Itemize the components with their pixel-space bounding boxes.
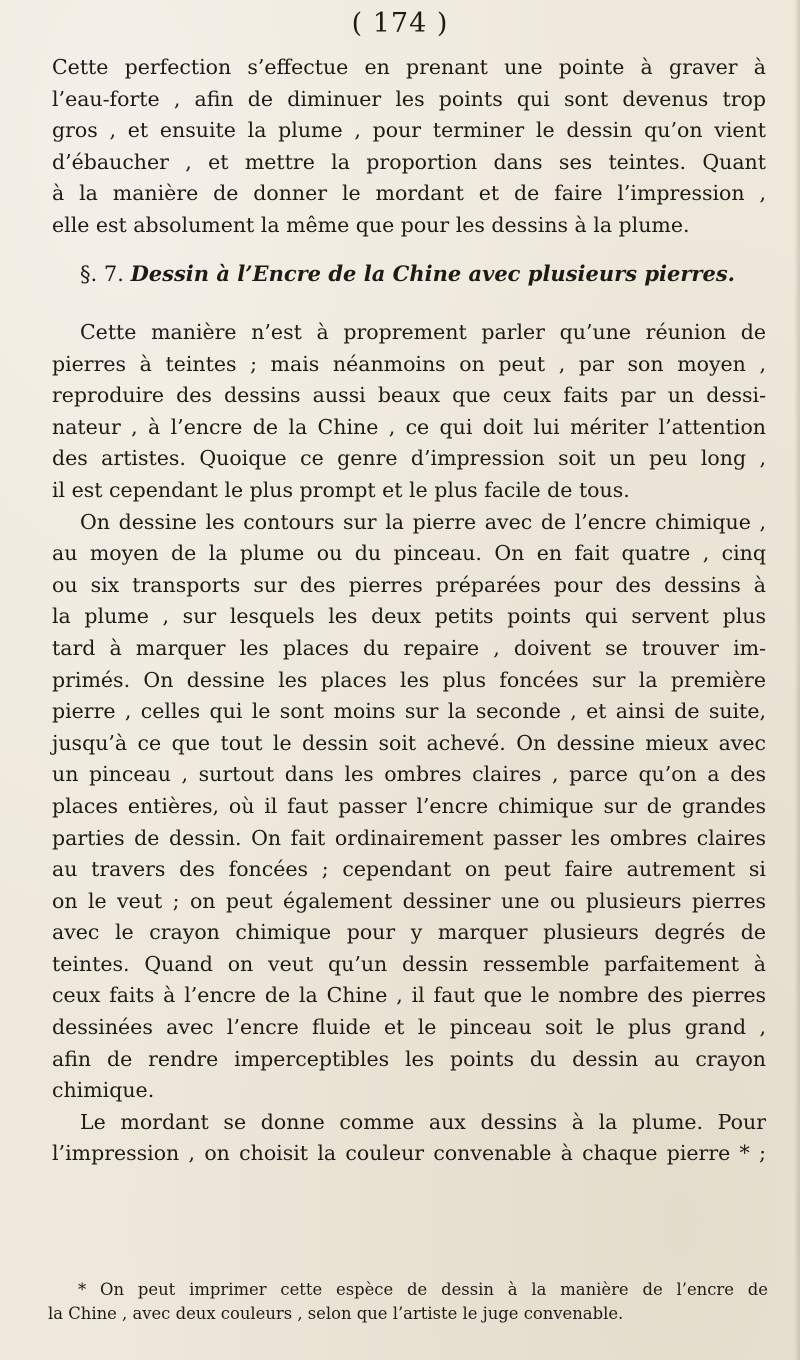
text-line: afin de rendre imperceptibles les points du dessin au crayon (52, 1046, 766, 1071)
text-line: l’impression , on choisit la couleur convenable à chaque pierre * ; (52, 1141, 766, 1166)
text-line: Cette perfection s’effectue en prenant une pointe à graver à (52, 55, 766, 79)
text-line: Le mordant se donne comme aux dessins à la plume. Pour (80, 1109, 766, 1134)
page-number: ( 174 ) (351, 8, 449, 39)
text-line: ou six transports sur des pierres préparées pour des dessins à (52, 572, 766, 597)
text-line: avec le crayon chimique pour y marquer plusieurs degrés de (52, 920, 766, 945)
text-line: au moyen de la plume ou du pinceau. On en fait quatre , cinq (52, 541, 766, 566)
text-line: reproduire des dessins aussi beaux que ceux faits par un dessi- (52, 383, 766, 408)
text-line: tard à marquer les places du repaire , doivent se trouver im- (52, 635, 766, 660)
section-title: Dessin à l’Encre de la Chine avec plusieurs pierres. (130, 261, 735, 286)
footnote (48, 1278, 768, 1326)
text-line: teintes. Quand on veut qu’un dessin ressemble parfaitement à (52, 951, 766, 976)
paragraph-1 (52, 52, 766, 242)
text-line: un pinceau , surtout dans les ombres claires , parce qu’on a des (52, 762, 766, 787)
text-line: pierres à teintes ; mais néanmoins on peut , par son moyen , (52, 351, 766, 376)
text-line: elle est absolument la même que pour les dessins à la plume. (52, 212, 690, 237)
text-line: gros , et ensuite la plume , pour terminer le dessin qu’on vient (52, 118, 766, 143)
text-line: jusqu’à ce que tout le dessin soit achevé. On dessine mieux avec (52, 730, 766, 755)
page-edge-shadow (794, 0, 800, 1360)
text-line: dessinées avec l’encre fluide et le pinceau soit le plus grand , (52, 1015, 766, 1040)
paragraph-2 (52, 317, 766, 1170)
text-line: Cette manière n’est à proprement parler qu’une réunion de (80, 320, 766, 344)
text-line: On dessine les contours sur la pierre avec de l’encre chimique , (80, 509, 766, 534)
text-line: au travers des foncées ; cependant on peut faire autrement si (52, 857, 766, 882)
text-line: nateur , à l’encre de la Chine , ce qui doit lui mériter l’attention (52, 414, 766, 439)
text-line: il est cependant le plus prompt et le plus facile de tous. (52, 477, 630, 502)
text-line: pierre , celles qui le sont moins sur la seconde , et ainsi de suite, (52, 699, 766, 724)
section-number: §. 7. (80, 262, 124, 286)
text-line: primés. On dessine les places les plus foncées sur la première (52, 667, 766, 692)
text-line: d’ébaucher , et mettre la proportion dans ses teintes. Quant (52, 149, 766, 174)
footnote-line: * On peut imprimer cette espèce de dessin à la manière de l’encre de (78, 1280, 768, 1299)
section-heading (80, 258, 760, 290)
text-line: parties de dessin. On fait ordinairement passer les ombres claires (52, 825, 766, 850)
text-line: ceux faits à l’encre de la Chine , il faut que le nombre des pierres (52, 983, 766, 1008)
text-line: on le veut ; on peut également dessiner une ou plusieurs pierres (52, 888, 766, 913)
text-line: l’eau-forte , afin de diminuer les points qui sont devenus trop (52, 86, 766, 111)
text-line: places entières, où il faut passer l’encre chimique sur de grandes (52, 793, 766, 818)
text-line: à la manière de donner le mordant et de faire l’impression , (52, 181, 766, 206)
text-line: la plume , sur lesquels les deux petits points qui servent plus (52, 604, 766, 629)
footnote-line: la Chine , avec deux couleurs , selon que l’artiste le juge convenable. (48, 1304, 624, 1323)
text-line: chimique. (52, 1078, 155, 1103)
text-line: des artistes. Quoique ce genre d’impression soit un peu long , (52, 446, 766, 471)
